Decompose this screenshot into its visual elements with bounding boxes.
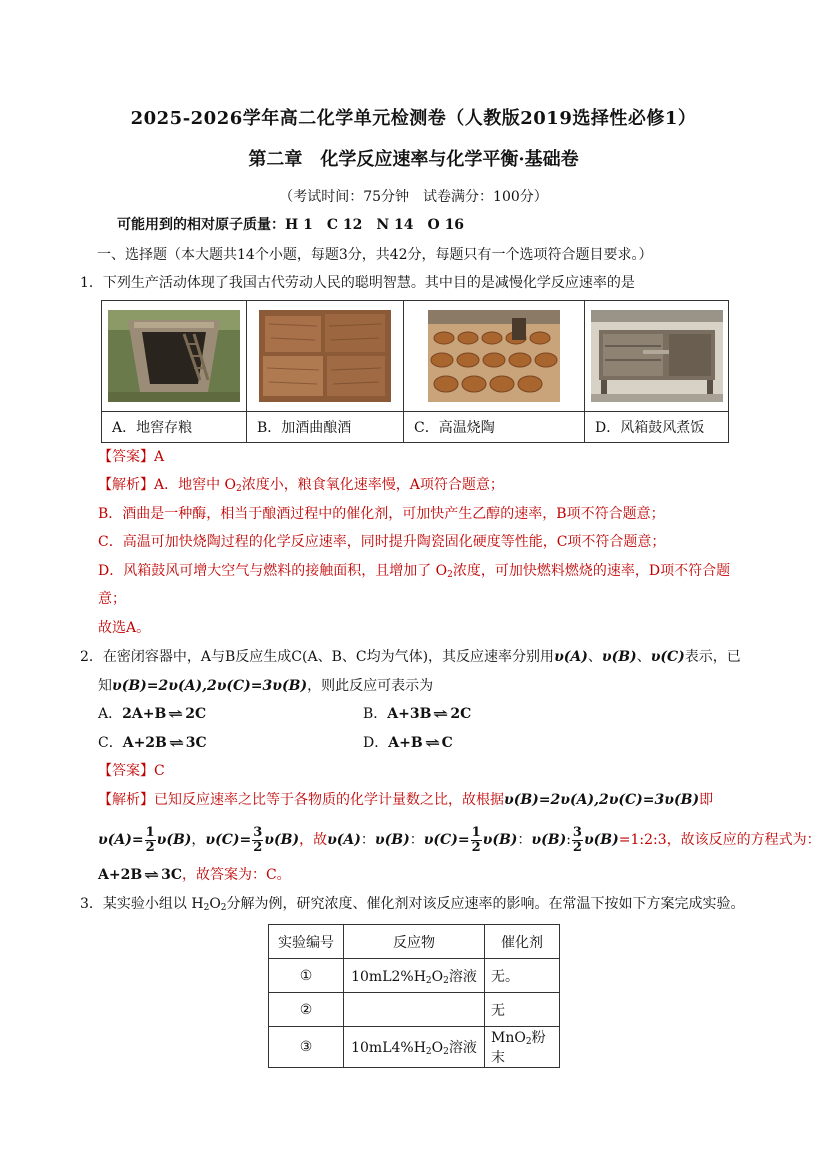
- section-title: 一、选择题（本大题共14个小题，每题3分，共42分，每题只有一个选项符合题目要求。）: [97, 247, 653, 263]
- catalyst-text: 无。: [491, 968, 519, 985]
- separator: ：: [517, 832, 532, 848]
- catalyst-text: MnO: [491, 1030, 526, 1046]
- analysis-label: 【解析】: [98, 477, 154, 493]
- equation-left: A+3B: [387, 706, 432, 722]
- option-label: B．: [363, 706, 388, 722]
- q1-conclusion: 故选A。: [98, 620, 151, 636]
- rate-symbol: υ(B): [531, 832, 567, 848]
- reactant-cell: [344, 993, 485, 1027]
- subscript: 2: [443, 1047, 449, 1057]
- q1-analysis-line-2: B．酒曲是一种酶，相当于酿酒过程中的催化剂，可加快产生乙醇的速率，B项不符合题意；: [98, 506, 665, 522]
- atomic-mass-line: 可能用到的相对原子质量：H 1 C 12 N 14 O 16: [117, 217, 465, 233]
- equilibrium-arrow-icon: ⇌: [433, 707, 449, 722]
- reactant-text: 溶液: [448, 1040, 477, 1056]
- stem-text: O: [209, 896, 221, 912]
- subscript: 2: [236, 484, 242, 494]
- fraction: [252, 826, 263, 855]
- rate-symbol: υ(A): [327, 832, 361, 848]
- option-label: C．: [98, 735, 123, 751]
- rate-symbol: υ(B): [601, 649, 637, 665]
- q1-analysis-line-5: 意；: [98, 591, 126, 607]
- subscript: 2: [447, 570, 453, 580]
- cellar-photo: [108, 310, 240, 402]
- q2-analysis-line-2: [98, 825, 821, 855]
- fraction: [145, 826, 156, 855]
- rate-symbol: υ(B): [374, 832, 410, 848]
- analysis-text: 已知反应速率之比等于各物质的化学计量数之比，故根据: [154, 792, 504, 808]
- column-header: 反应物: [344, 925, 485, 959]
- numerator: 1: [471, 824, 481, 840]
- equation-right: 2C: [450, 706, 472, 722]
- q3-experiment-table: [268, 924, 560, 1068]
- rate-symbol: υ(A)=: [98, 832, 144, 848]
- numerator: 3: [572, 824, 582, 840]
- denominator: 2: [471, 839, 481, 855]
- ratio-value: =1:2:3: [618, 832, 667, 848]
- q1-answer: [98, 447, 164, 467]
- q2-answer: [98, 761, 165, 781]
- rate-symbol: υ(B): [583, 832, 619, 848]
- reactant-text: 10mL2%H: [351, 968, 426, 985]
- stem-text: 分解为例，研究浓度、催化剂对该反应速率的影响。在常温下按如下方案完成实验。: [226, 896, 745, 912]
- answer-label: 【答案】: [98, 763, 154, 779]
- q2-analysis-line-1: [98, 790, 713, 810]
- analysis-text: D．风箱鼓风可增大空气与燃料的接触面积，且增加了 O: [98, 563, 448, 579]
- experiment-id: ②: [269, 993, 344, 1027]
- analysis-text: A．地窖中 O: [154, 477, 237, 493]
- equation-left: 2A+B: [122, 706, 167, 722]
- subscript: 2: [425, 1047, 432, 1057]
- exam-title: 2025-2026学年高二化学单元检测卷（人教版2019选择性必修1）: [130, 108, 697, 129]
- catalyst-text: 无: [491, 1002, 505, 1019]
- stem-text: 知: [98, 678, 112, 694]
- analysis-label: 【解析】: [98, 792, 154, 808]
- equilibrium-arrow-icon: ⇌: [424, 736, 440, 751]
- analysis-text: ，故答案为：C。: [181, 867, 291, 883]
- rate-symbol: υ(B): [264, 832, 300, 848]
- rate-symbol: υ(C): [650, 649, 685, 665]
- chapter-title: 第二章 化学反应速率与化学平衡·基础卷: [248, 149, 579, 170]
- reactant-cell: [344, 959, 485, 993]
- q1-image-cell-b: [247, 301, 404, 412]
- separator: ：: [409, 832, 424, 848]
- reactant-text: O: [431, 968, 444, 985]
- q2-option-c: [98, 733, 207, 754]
- q1-image-cell-a: [102, 301, 247, 412]
- q2-stem-line-2: [98, 676, 433, 696]
- fraction: [572, 826, 583, 855]
- equation-left: A+2B: [122, 735, 167, 751]
- equilibrium-arrow-icon: ⇌: [168, 736, 184, 751]
- catalyst-cell: [485, 959, 560, 993]
- answer-label: 【答案】: [98, 449, 154, 465]
- answer-value: A: [154, 449, 165, 465]
- stem-text: 3．某实验小组以 H: [80, 896, 204, 912]
- separator: 、: [636, 649, 651, 665]
- equation-right: C: [441, 735, 453, 751]
- q3-stem: [80, 894, 745, 914]
- analysis-text: 浓度，可加快燃料燃烧的速率，D项不符合题: [452, 563, 731, 579]
- experiment-id: ①: [269, 959, 344, 993]
- subscript: 2: [425, 975, 432, 986]
- reactant-text: O: [431, 1040, 444, 1056]
- numerator: 3: [253, 824, 263, 840]
- q2-analysis-line-3: [98, 865, 291, 886]
- given-formula: υ(B)=2υ(A),2υ(C)=3υ(B): [504, 792, 700, 808]
- separator: :: [566, 832, 571, 848]
- pottery-kiln-photo: [428, 310, 560, 402]
- subscript: 2: [203, 903, 210, 913]
- q2-option-b: [363, 704, 471, 725]
- wine-mash-photo: [259, 310, 391, 402]
- equilibrium-arrow-icon: ⇌: [168, 707, 184, 722]
- column-header: 催化剂: [485, 925, 560, 959]
- given-formula: υ(B)=2υ(A),2υ(C)=3υ(B): [112, 678, 308, 694]
- table-row: [269, 959, 560, 993]
- equilibrium-arrow-icon: ⇌: [143, 868, 160, 883]
- table-row: [269, 993, 560, 1027]
- bellows-stove-photo: [591, 310, 723, 402]
- equation-right: 3C: [185, 735, 207, 751]
- separator: ：: [360, 832, 375, 848]
- exam-info: （考试时间：75分钟 试卷满分：100分）: [279, 189, 548, 205]
- q1-image-cell-c: [404, 301, 585, 412]
- rate-symbol: υ(B): [482, 832, 518, 848]
- reactant-text: 溶液: [448, 968, 477, 985]
- q1-options-table: [101, 300, 729, 443]
- answer-value: C: [154, 763, 165, 779]
- denominator: 2: [572, 839, 582, 855]
- catalyst-cell: [485, 1027, 560, 1068]
- q1-analysis-line-4: [98, 561, 730, 581]
- analysis-text: 浓度小，粮食氧化速率慢，A项符合题意；: [241, 477, 504, 493]
- q2-option-a: [98, 704, 206, 725]
- subscript: 2: [443, 975, 449, 986]
- analysis-text: 即: [699, 792, 714, 808]
- table-header-row: [269, 925, 560, 959]
- analysis-text: ，故该反应的方程式为：: [666, 832, 821, 848]
- stem-text: 2．在密闭容器中，A与B反应生成C(A、B、C均为气体)，其反应速率分别用: [80, 649, 555, 665]
- rate-symbol: υ(C)=: [423, 832, 470, 848]
- separator: 、: [587, 649, 602, 665]
- table-row: [269, 1027, 560, 1068]
- equation-right: 2C: [185, 706, 207, 722]
- separator: ，: [191, 832, 206, 848]
- equation-right: 3C: [161, 867, 182, 883]
- denominator: 2: [145, 839, 155, 855]
- subscript: 2: [220, 903, 227, 913]
- q1-stem: 1．下列生产活动体现了我国古代劳动人民的聪明智慧。其中目的是减慢化学反应速率的是: [80, 275, 635, 291]
- rate-symbol: υ(C)=: [205, 832, 252, 848]
- stem-text: 表示，已: [684, 649, 741, 665]
- rate-symbol: υ(B): [156, 832, 192, 848]
- q1-analysis-line-1: [98, 475, 504, 495]
- option-label: D．: [363, 735, 389, 751]
- denominator: 2: [253, 839, 263, 855]
- catalyst-cell: [485, 993, 560, 1027]
- stem-text: ，则此反应可表示为: [307, 678, 434, 694]
- option-label: A．: [98, 706, 123, 722]
- catalyst-text: 粉末: [491, 1030, 546, 1066]
- rate-symbol: υ(A): [554, 649, 588, 665]
- q1-image-cell-d: [585, 301, 729, 412]
- numerator: 1: [145, 824, 155, 840]
- experiment-id: ③: [269, 1027, 344, 1068]
- subscript: 2: [525, 1037, 532, 1047]
- fraction: [471, 826, 482, 855]
- q2-option-d: [363, 733, 453, 754]
- column-header: 实验编号: [269, 925, 344, 959]
- reactant-text: 10mL4%H: [351, 1040, 426, 1056]
- q1-option-c: C．高温烧陶: [404, 412, 585, 443]
- equation-left: A+2B: [98, 867, 143, 883]
- q1-option-d: D．风箱鼓风煮饭: [585, 412, 729, 443]
- reactant-cell: [344, 1027, 485, 1068]
- q2-stem-line-1: [80, 647, 741, 667]
- q1-analysis-line-3: C．高温可加快烧陶过程的化学反应速率，同时提升陶瓷固化硬度等性能，C项不符合题意；: [98, 534, 666, 550]
- q1-option-b: B．加酒曲酿酒: [247, 412, 404, 443]
- analysis-text: ，故: [299, 832, 328, 848]
- q1-option-a: A．地窖存粮: [102, 412, 247, 443]
- equation-left: A+B: [388, 735, 423, 751]
